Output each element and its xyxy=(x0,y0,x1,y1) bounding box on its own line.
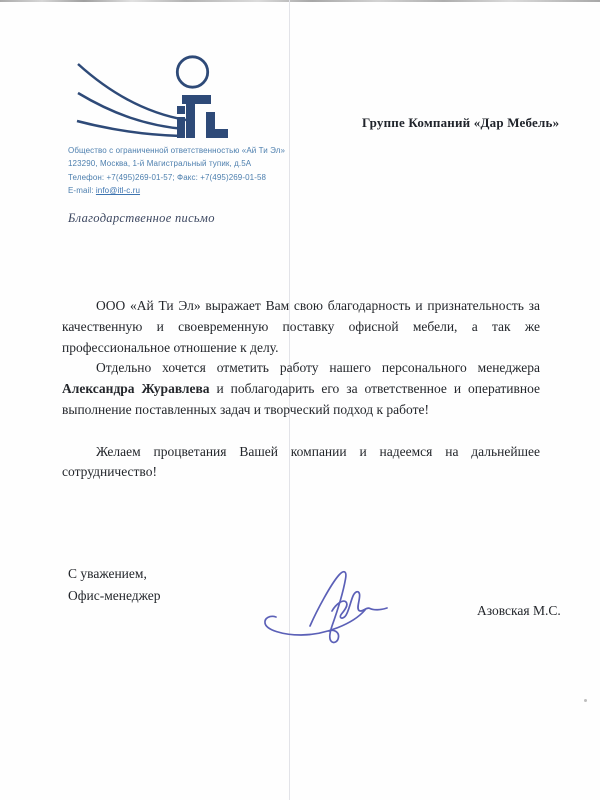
paragraph-manager xyxy=(62,358,540,420)
logo-letters-itl xyxy=(177,95,228,138)
paragraph-wishes: Желаем процветания Вашей компании и надеемся на дальнейшее сотрудничество! xyxy=(62,443,540,480)
company-info-block xyxy=(68,144,298,198)
signatory-name: Азовская М.С. xyxy=(477,603,561,618)
paragraph-manager-text-after: и поблагодарить его за ответственное и оперативное выполнение поставленных задач и творческий подход к работе! xyxy=(62,381,540,417)
itl-logo xyxy=(75,48,235,143)
scan-edge-artifact xyxy=(0,0,600,2)
signature-role: Офис-менеджер xyxy=(68,588,161,603)
logo-circle xyxy=(177,57,207,87)
company-phone-line: Телефон: +7(495)269-01-57; Факс: +7(495)269-01-58 xyxy=(68,172,267,182)
letter-body xyxy=(62,296,540,483)
paragraph-gratitude: ООО «Ай Ти Эл» выражает Вам свою благодарность и признательность за качественную и своевременную поставку офисной мебели, а так же профессиональное отношение к делу. xyxy=(62,298,540,355)
handwritten-signature xyxy=(253,550,398,655)
recipient-line: Группе Компаний «Дар Мебель» xyxy=(362,115,560,130)
signature-closing: С уважением, xyxy=(68,566,147,581)
manager-name-bold: Александра Журавлева xyxy=(62,381,210,397)
company-email-line xyxy=(68,184,298,197)
paragraph-manager-text: Отдельно хочется отметить работу нашего персонального менеджера xyxy=(96,360,540,376)
logo-swoosh-lines xyxy=(77,64,186,136)
email-label: E-mail: xyxy=(68,186,96,196)
company-name-line: Общество с ограниченной ответственностью «Ай Ти Эл» xyxy=(68,146,286,155)
email-link: info@itl-c.ru xyxy=(95,186,141,196)
scan-speck xyxy=(584,699,587,702)
company-address-line: 123290, Москва, 1-й Магистральный тупик, д.5А xyxy=(68,159,252,169)
letter-title: Благодарственное письмо xyxy=(68,211,215,225)
